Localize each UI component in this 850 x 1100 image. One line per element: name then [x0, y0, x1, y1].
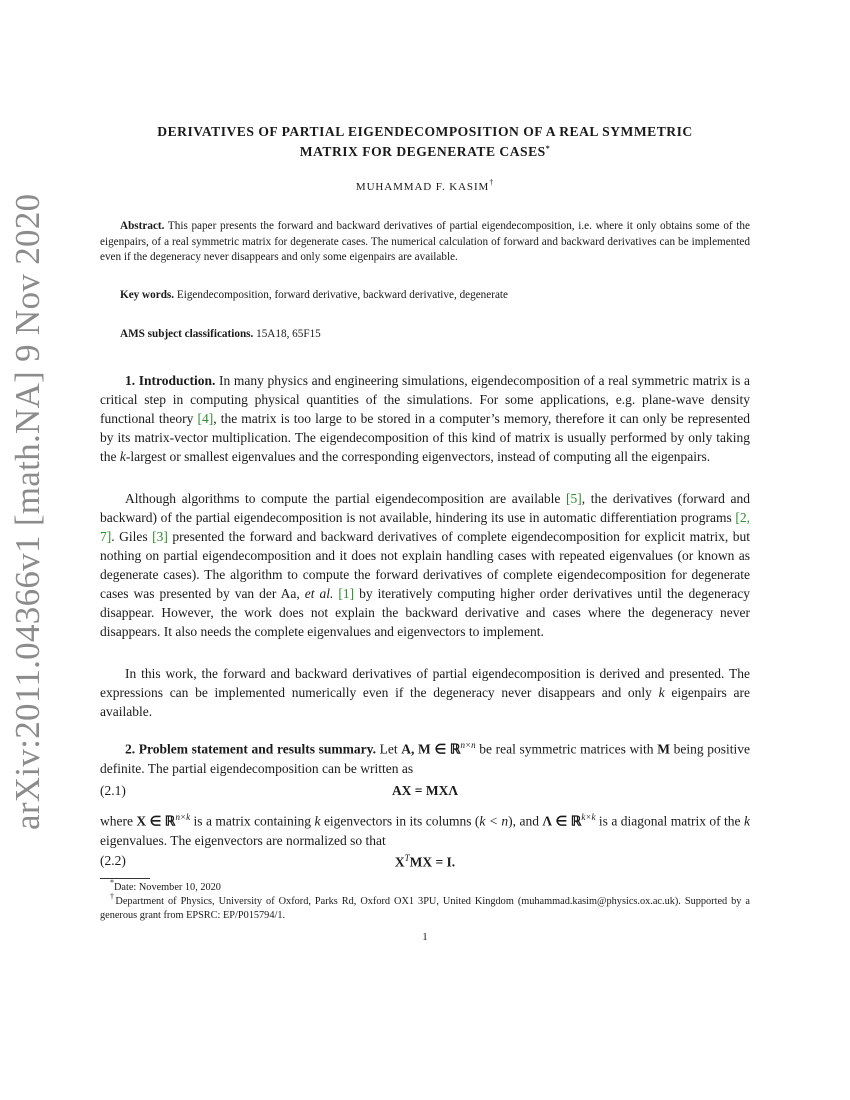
footnote-affiliation: †Department of Physics, University of Oxford, Parks Rd, Oxford OX1 3PU, United Kingdom (muhammad.kasim@physics.ox.ac.uk). Supported by a generous grant from EPSRC: EP/P015794/1.: [100, 892, 751, 921]
citation-link[interactable]: [3]: [152, 529, 168, 544]
citation-link[interactable]: [1]: [338, 586, 355, 601]
equation-number: (2.2): [100, 853, 126, 868]
keywords: [120, 289, 750, 301]
intro-paragraph-1: 1. Introduction. In many physics and engineering simulations, eigendecomposition of a real symmetric matrix is a critical step in computing physical quantities of the simulations. For some applications, e.g. plane-wave density functional theory [4], the matrix is too large to be stored in a computer’s memory, therefore it can only be represented by its matrix-vector multiplication. The eigendecomposition of this kind of matrix is usually performed by only taking the k-largest or smallest eigenvalues and the corresponding eigenvectors, instead of computing all the eigenpairs.: [100, 373, 751, 464]
abstract-label: Abstract.: [120, 220, 165, 232]
keywords-text: Eigendecomposition, forward derivative, backward derivative, degenerate: [176, 289, 509, 301]
keywords-label: Key words.: [120, 289, 175, 301]
footnote-date: *Date: November 10, 2020: [110, 878, 221, 893]
ams-classifications: [120, 328, 750, 340]
abstract-text: This paper presents the forward and backward derivatives of partial eigendecomposition, i.e. where it only obtains some of the eigenpairs, of a real symmetric matrix for degenerate cases. The numerical calculation of forward and backward derivatives can be implemented even if the degeneracy never disappears and only some eigenpairs are available.: [100, 220, 750, 263]
page-number: 1: [422, 931, 428, 943]
equation-2-1: [100, 783, 750, 803]
section-2-heading: 2. Problem statement and results summary.: [125, 741, 376, 757]
intro-paragraph-3: In this work, the forward and backward derivatives of partial eigendecomposition is derived and presented. The expressions can be implemented numerically even if the degeneracy never disappears and only k eigenpairs are available.: [100, 666, 750, 719]
paper-title: [100, 122, 750, 162]
title-line-2: MATRIX FOR DEGENERATE CASES*: [299, 144, 551, 159]
ams-label: AMS subject classifications.: [120, 328, 254, 340]
section-2-paragraph-1: 2. Problem statement and results summary. Let A, M ∈ ℝ$^{n\times n}$ be real symmetric matrices with M being positive definite. The partial eigendecomposition can be written as: [100, 740, 750, 776]
footnote-divider: [100, 878, 150, 879]
author-footnote-mark: †: [489, 178, 495, 187]
abstract: [100, 219, 750, 266]
author-name: MUHAMMAD F. KASIM†: [355, 178, 495, 193]
title-line-1: DERIVATIVES OF PARTIAL EIGENDECOMPOSITION OF A REAL SYMMETRIC: [157, 124, 693, 139]
title-footnote-mark: *: [545, 144, 551, 153]
citation-link[interactable]: [2, 7]: [100, 510, 750, 544]
section-1-heading: 1. Introduction.: [125, 373, 216, 388]
citation-link[interactable]: [4]: [197, 411, 214, 426]
section-2-paragraph-2: where X ∈ ℝ$^{n\times k}$ is a matrix containing k eigenvectors in its columns (k < n), and Λ ∈ ℝ$^{k\times k}$ is a diagonal matrix of the k eigenvalues. The eigenvectors are normalized so that: [100, 812, 750, 848]
intro-paragraph-2: Although algorithms to compute the partial eigendecomposition are available [5], the derivatives (forward and backward) of the partial eigendecomposition is not available, hindering its use in automatic differentiation programs [2, 7]. Giles [3] presented the forward and backward derivatives of complete eigendecomposition for explicit matrix, but nothing on partial eigendecomposition and it does not explain handling cases with repeated eigenvalues (or known as degenerate cases). The algorithm to compute the forward derivatives of complete eigendecomposition for degenerate cases was presented by van der Aa, et al. [1] by iteratively computing higher order derivatives until the degeneracy disappear. However, the work does not explain the backward derivative and cases where the degeneracy never disappears. It also needs the complete eigenvalues and eigenvectors to implement.: [100, 491, 750, 639]
ams-text: 15A18, 65F15: [256, 328, 321, 340]
equation-body: $X^TMX = I$.: [394, 853, 456, 870]
equation-body: AX = MXΛ: [391, 783, 459, 798]
equation-2-2: [100, 853, 750, 873]
equation-number: (2.1): [100, 783, 126, 798]
citation-link[interactable]: [5]: [566, 491, 582, 506]
arxiv-identifier-stamp: arXiv:2011.04366v1 [math.NA] 9 Nov 2020: [8, 193, 47, 830]
